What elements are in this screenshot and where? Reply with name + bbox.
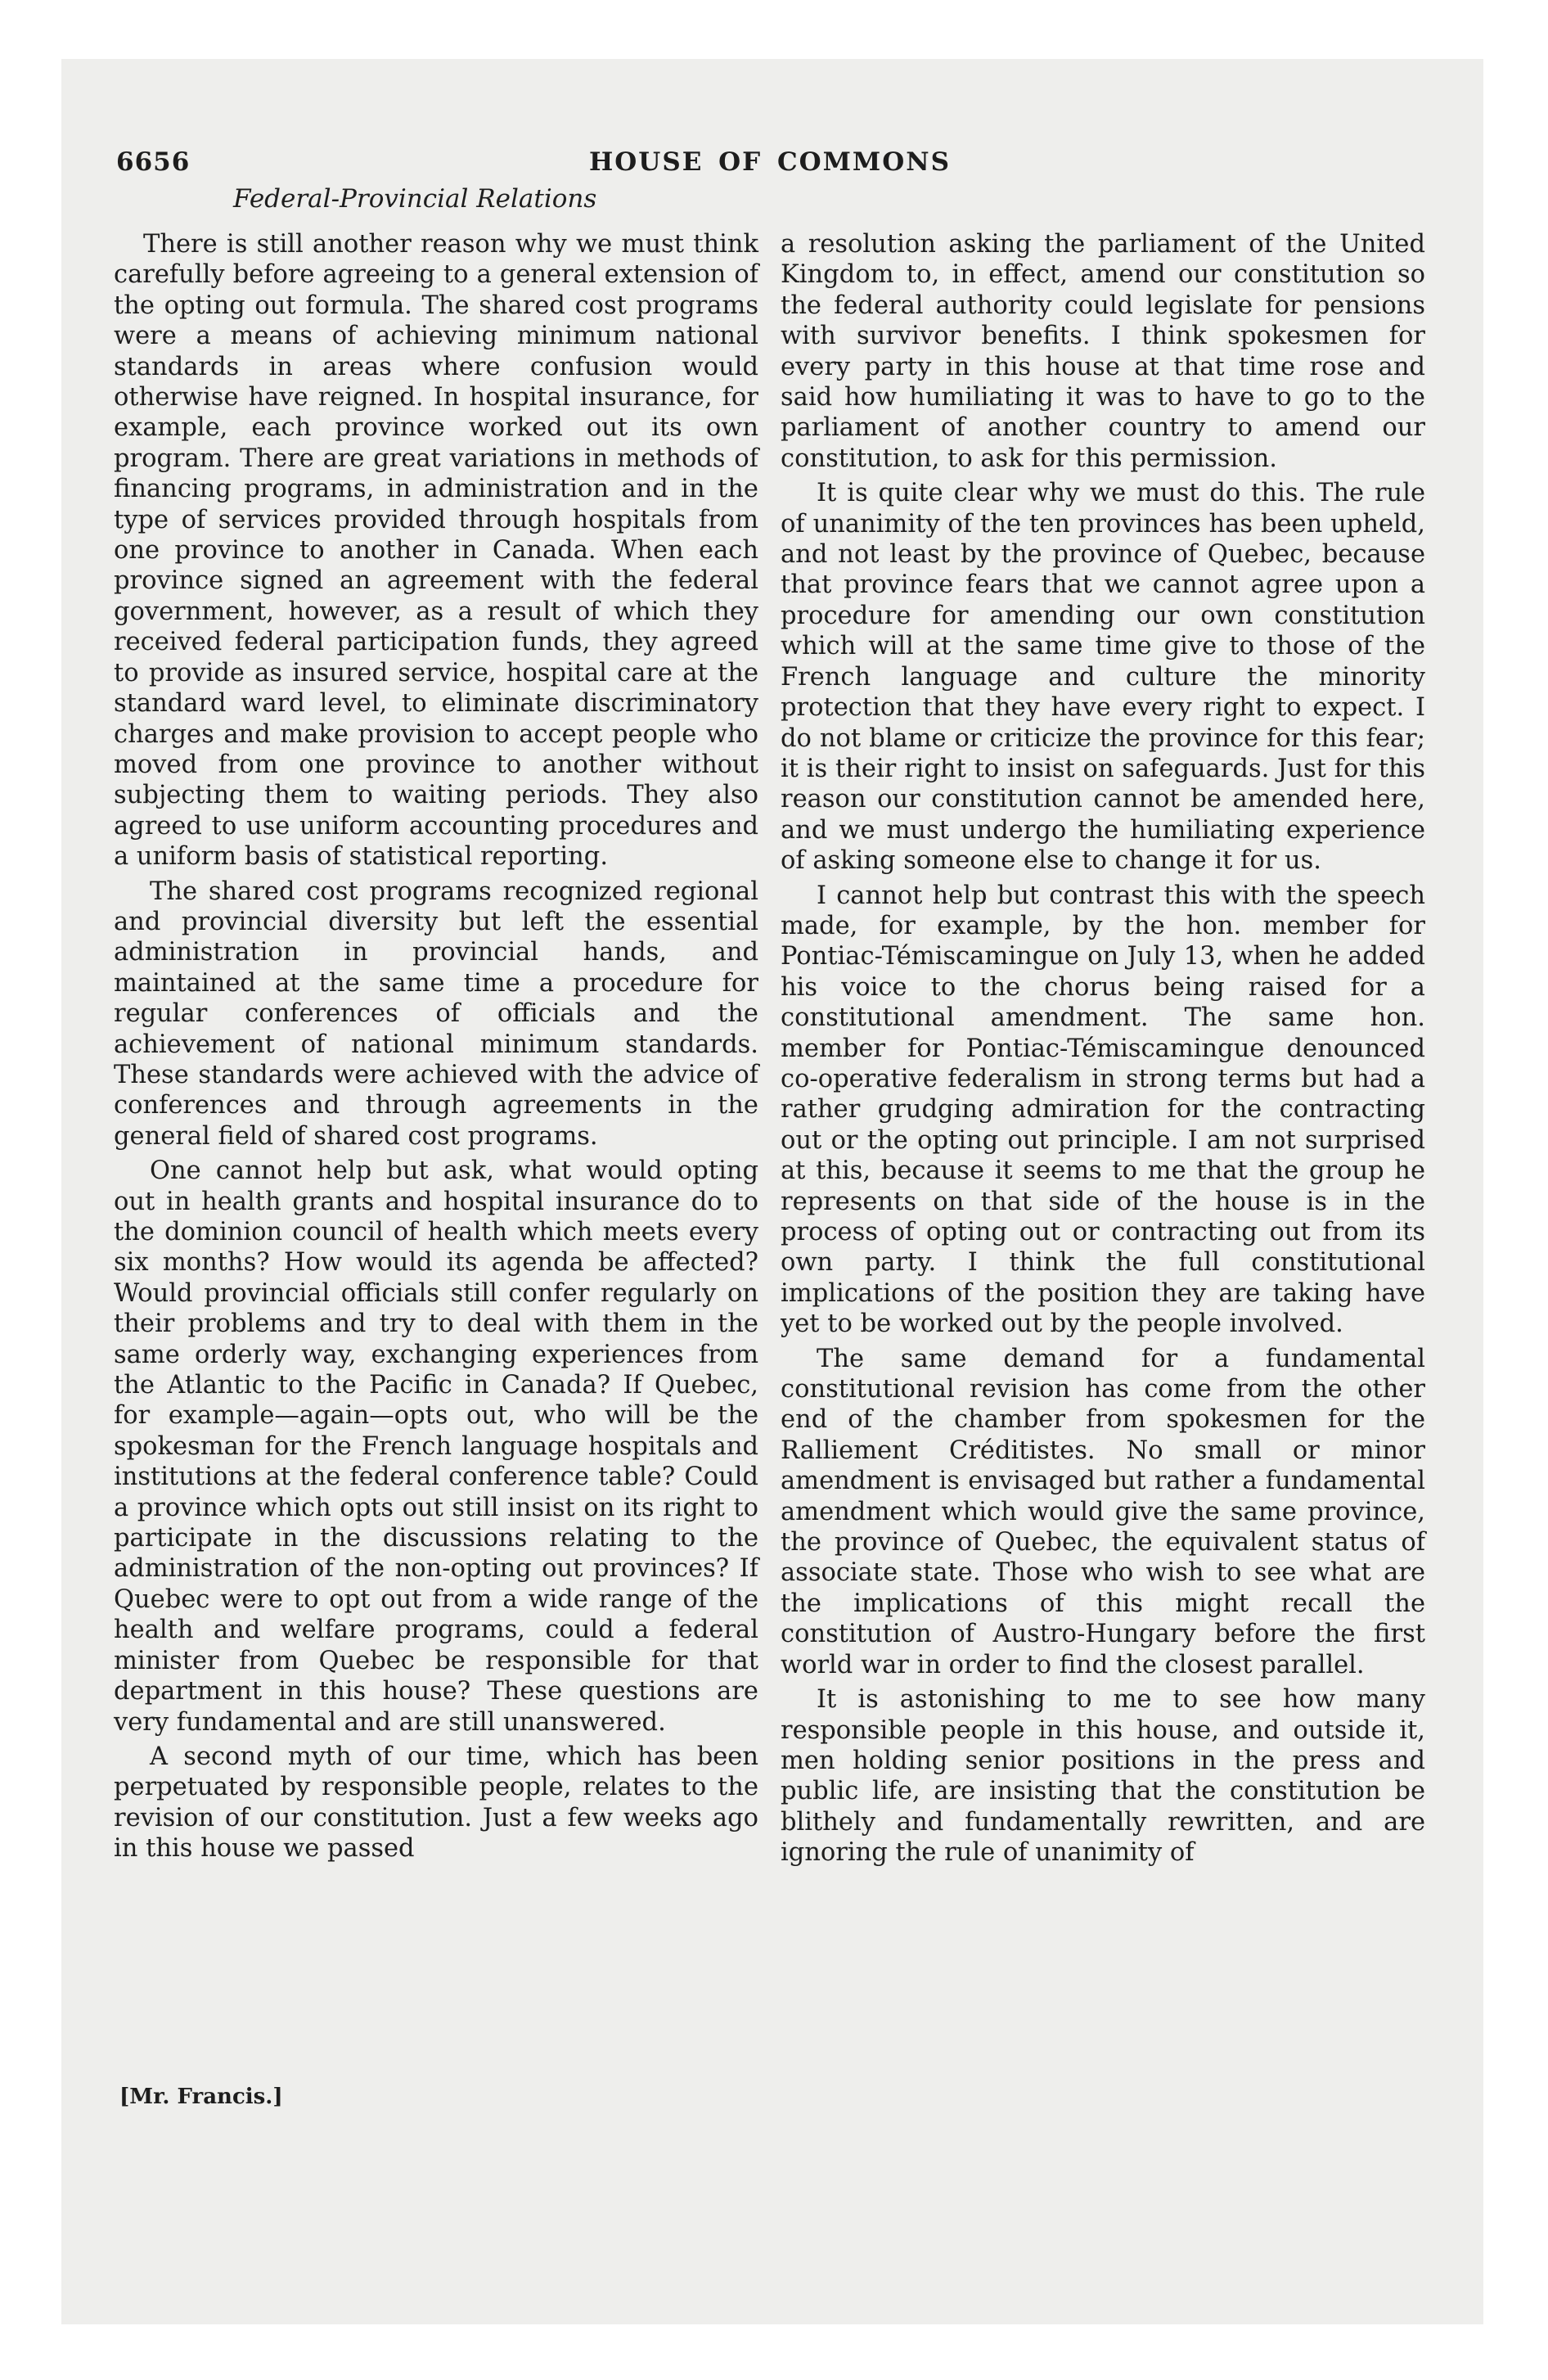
paragraph: The shared cost programs recognized regional and provincial diversity but left the essential administration in provincial hands, and maintained at the same time a procedure for regular conferences of officials and the achievement of national minimum standards. These standards were achieved with the advice of conferences and through agreements in the general field of shared cost programs. (114, 877, 758, 1151)
paragraph: One cannot help but ask, what would opting out in health grants and hospital insurance do to the dominion council of health which meets every six months? How would its agenda be affected? Would provincial officials still confer regularly on their problems and try to deal with them in the same orderly way, exchanging experiences from the Atlantic to the Pacific in Canada? If Quebec, for example—again—opts out, who will be the spokesman for the French language hospitals and institutions at the federal conference table? Could a province which opts out still insist on its right to participate in the discussions relating to the administration of the non-opting out provinces? If Quebec were to opt out from a wide range of the health and welfare programs, could a federal minister from Quebec be responsible for that department in this house? These questions are very fundamental and are still unanswered. (114, 1156, 758, 1737)
section-title: Federal-Provincial Relations (233, 184, 597, 214)
paragraph: It is astonishing to me to see how many responsible people in this house, and outside it, men holding senior positions in the press and public life, are insisting that the constitution be blithely and fundamentally rewritten, and are ignoring the rule of unanimity of (781, 1685, 1425, 1868)
left-column (114, 229, 758, 1868)
speaker-footer: [Mr. Francis.] (119, 2085, 283, 2109)
paragraph: The same demand for a fundamental constitutional revision has come from the other end of the chamber from spokesmen for the Ralliement Créditistes. No small or minor amendment is envisaged but rather a fundamental amendment which would give the same province, the province of Quebec, the equivalent status of associate state. Those who wish to see what are the implications of this might recall the constitution of Austro-Hungary before the first world war in order to find the closest parallel. (781, 1344, 1425, 1679)
running-head: HOUSE OF COMMONS (589, 147, 951, 177)
page-number: 6656 (116, 147, 191, 177)
right-column (781, 229, 1425, 1873)
paragraph: A second myth of our time, which has been perpetuated by responsible people, relates to the revision of our constitution. Just a few weeks ago in this house we passed (114, 1742, 758, 1864)
paragraph: There is still another reason why we must think carefully before agreeing to a general extension of the opting out formula. The shared cost programs were a means of achieving minimum national standards in areas where confusion would otherwise have reigned. In hospital insurance, for example, each province worked out its own program. There are great variations in methods of financing programs, in administration and in the type of services provided through hospitals from one province to another in Canada. When each province signed an agreement with the federal government, however, as a result of which they received federal participation funds, they agreed to provide as insured service, hospital care at the standard ward level, to eliminate discriminatory charges and make provision to accept people who moved from one province to another without subjecting them to waiting periods. They also agreed to use uniform accounting procedures and a uniform basis of statistical reporting. (114, 230, 758, 872)
paragraph: I cannot help but contrast this with the speech made, for example, by the hon. member for Pontiac-Témiscamingue on July 13, when he added his voice to the chorus being raised for a constitutional amendment. The same hon. member for Pontiac-Témiscamingue denounced co-operative federalism in strong terms but had a rather grudging admiration for the contracting out or the opting out principle. I am not surprised at this, because it seems to me that the group he represents on that side of the house is in the process of opting out or contracting out from its own party. I think the full constitutional implications of the position they are taking have yet to be worked out by the people involved. (781, 881, 1425, 1339)
paragraph: a resolution asking the parliament of the United Kingdom to, in effect, amend our constitution so the federal authority could legislate for pensions with survivor benefits. I think spokesmen for every party in this house at that time rose and said how humiliating it was to have to go to the parliament of another country to amend our constitution, to ask for this permission. (781, 230, 1425, 473)
page-header (0, 147, 1548, 188)
paragraph: It is quite clear why we must do this. The rule of unanimity of the ten provinces has been upheld, and not least by the province of Quebec, because that province fears that we cannot agree upon a procedure for amending our own constitution which will at the same time give to those of the French language and culture the minority protection that they have every right to expect. I do not blame or criticize the province for this fear; it is their right to insist on safeguards. Just for this reason our constitution cannot be amended here, and we must undergo the humiliating experience of asking someone else to change it for us. (781, 479, 1425, 876)
